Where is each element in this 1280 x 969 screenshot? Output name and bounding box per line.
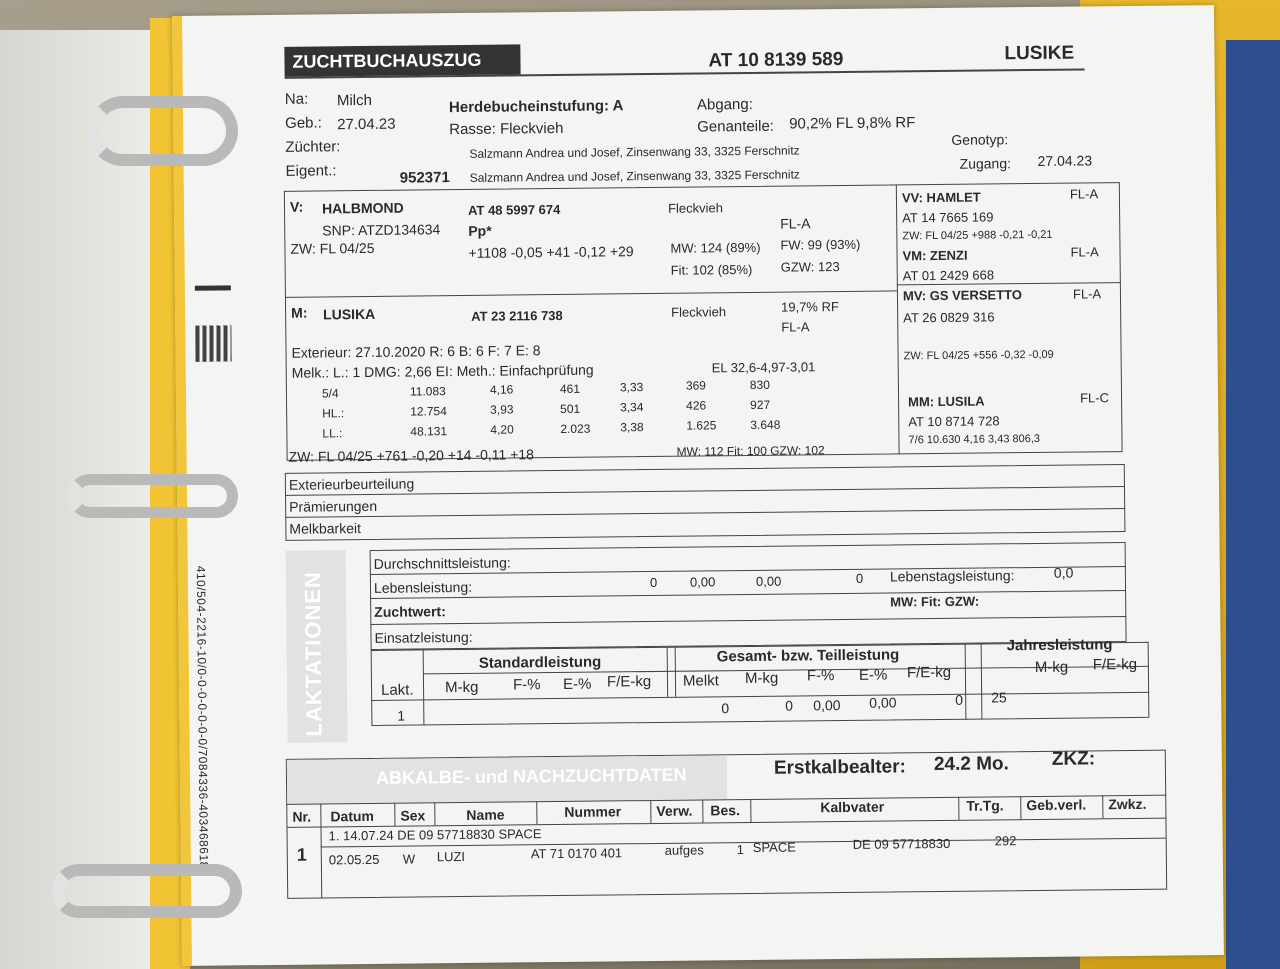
dam-row-0-a: 11.083 — [409, 384, 446, 399]
laktationen-side-label: LAKTATIONEN — [299, 571, 327, 737]
lact-row-lakt: 1 — [397, 707, 406, 724]
sire-gzw: GZW: 123 — [780, 259, 840, 275]
genanteile-label: Genanteile: — [697, 117, 775, 136]
dam-rf: 19,7% RF — [781, 299, 839, 315]
abk-row-sex: W — [402, 851, 416, 867]
abk-row-line1: 1. 14.07.24 DE 09 57718830 SPACE — [328, 826, 542, 844]
abk-col-bes: Bes. — [710, 802, 741, 819]
dam-code: FL-A — [781, 319, 810, 335]
dam-melk: Melk.: L.: 1 DMG: 2,66 EI: Meth.: Einfachprüfung — [291, 361, 594, 381]
lebens-value-2: 0,00 — [689, 574, 716, 590]
dam-breed: Fleckvieh — [671, 304, 727, 320]
zkz-label: ZKZ: — [1051, 748, 1096, 770]
dam-number: AT 23 2116 738 — [471, 307, 563, 324]
zugang-value: 27.04.23 — [1037, 152, 1093, 169]
lebenstag-value: 0,0 — [1053, 564, 1074, 581]
col-std-mkg: M-kg — [444, 678, 479, 697]
abk-col-verw: Verw. — [656, 802, 693, 819]
na-label: Na: — [284, 90, 309, 108]
genanteile-value: 90,2% FL 9,8% RF — [789, 114, 916, 133]
sire-label: V: — [289, 198, 304, 215]
group-gesamt: Gesamt- bzw. Teilleistung — [716, 646, 900, 666]
abk-col-nr: Nr. — [292, 808, 312, 825]
abk-row-nr: 1 — [296, 844, 307, 865]
sire-number: AT 48 5997 674 — [467, 201, 561, 218]
lebens-value-4: 0 — [855, 570, 864, 586]
abk-row-kalbvater: DE 09 57718830 — [852, 835, 951, 852]
vv-number: AT 14 7665 169 — [902, 209, 994, 226]
barcode-dash — [195, 285, 231, 290]
dam-mw: MW: 112 Fit: 100 GZW: 102 — [676, 443, 825, 459]
abk-vline-2 — [394, 803, 395, 826]
dam-row-0-b: 4,16 — [489, 382, 514, 398]
document-sheet — [172, 5, 1224, 966]
abk-col-gebverl: Geb.verl. — [1026, 796, 1087, 814]
vv-code: FL-A — [1069, 186, 1099, 202]
abk-col-zwkz: Zwkz. — [1108, 795, 1147, 813]
dam-row-1-e: 426 — [686, 398, 707, 413]
col-ges-fekg: F/E-kg — [906, 663, 952, 682]
section-praemierungen: Prämierungen — [289, 497, 378, 515]
mm-label: MM: LUSILA — [908, 393, 985, 410]
doc-title-text: ZUCHTBUCHAUSZUG — [292, 49, 482, 72]
col-ges-fp: F-% — [806, 667, 835, 685]
sire-values: +1108 -0,05 +41 -0,12 +29 — [468, 243, 634, 261]
erstkalb-label: Erstkalbealter: — [773, 756, 907, 779]
abk-col-datum: Datum — [330, 807, 375, 825]
section-melkbarkeit: Melkbarkeit — [289, 520, 362, 537]
abk-col-nummer: Nummer — [564, 803, 622, 820]
vv-zw: ZW: FL 04/25 +988 -0,21 -0,21 — [902, 228, 1053, 243]
einsatz-label: Einsatzleistung: — [374, 628, 473, 646]
abk-row-datum: 02.05.25 — [328, 851, 380, 868]
dam-row-0-label: 5/4 — [321, 386, 339, 401]
durchschnitt-label: Durchschnittsleistung: — [373, 554, 511, 572]
dam-row-1-c: 501 — [560, 401, 581, 416]
col-lakt: Lakt. — [380, 681, 414, 699]
col-std-ep: E-% — [562, 675, 592, 693]
lact-row-days: 25 — [991, 689, 1007, 706]
herdbook-label: Herdebucheinstufung: A — [448, 97, 624, 117]
col-jah-fekg: F/E-kg — [1092, 655, 1138, 674]
mv-number: AT 26 0829 316 — [903, 309, 995, 326]
section-exterieur: Exterieurbeurteilung — [288, 475, 415, 493]
eigent-number: 952371 — [399, 169, 450, 187]
group-jahres: Jahresleistung — [1006, 636, 1113, 655]
sire-fw: FW: 99 (93%) — [780, 236, 861, 253]
geb-value: 27.04.23 — [337, 115, 396, 134]
doc-title — [284, 44, 520, 76]
mv-code: FL-A — [1072, 286, 1102, 302]
vm-number: AT 01 2429 668 — [902, 267, 995, 284]
zuchtwert-label: Zuchtwert: — [374, 603, 446, 620]
dam-row-0-e: 369 — [685, 378, 707, 393]
col-ges-ep: E-% — [858, 666, 888, 684]
lact-row-melkt: 0 — [721, 700, 730, 717]
abk-col-kalbvater: Kalbvater — [820, 798, 885, 816]
spine-code: 410/504-2216-10/0-0-0-0-0-0-0/7084336-403468618 — [193, 565, 211, 869]
lebens-value-3: 0,00 — [755, 573, 782, 589]
zugang-label: Zugang: — [959, 155, 1012, 172]
zuechter-value: Salzmann Andrea und Josef, Zinsenwang 33, 3325 Ferschnitz — [469, 143, 800, 161]
abk-row-name: LUZI — [436, 848, 466, 865]
sire-mw: MW: 124 (89%) — [670, 239, 761, 256]
sire-snp: SNP: ATZD134634 — [322, 221, 441, 239]
qr-code-icon — [195, 325, 231, 361]
abk-row-nummer: AT 71 0170 401 — [530, 845, 623, 862]
lebenstag-label: Lebenstagsleistung: — [889, 567, 1015, 585]
erstkalb-value: 24.2 Mo. — [933, 753, 1009, 776]
dam-row-2-label: LL.: — [322, 426, 343, 441]
lact-row-ep: 0,00 — [869, 694, 897, 711]
dam-row-2-b: 4,20 — [490, 422, 514, 438]
mm-row: 7/6 10.630 4,16 3,43 806,3 — [908, 432, 1041, 447]
abk-vline-5 — [650, 800, 651, 823]
abk-row-bes-name: SPACE — [752, 839, 796, 855]
abk-vline-8 — [958, 797, 959, 820]
geb-label: Geb.: — [285, 114, 322, 132]
lebens-label: Lebensleistung: — [373, 578, 473, 596]
abk-row-bes: 1 — [736, 842, 745, 858]
dam-row-2-d: 3,38 — [620, 420, 644, 435]
dam-label: M: — [291, 304, 308, 321]
col-std-fp: F-% — [512, 676, 541, 694]
dam-el: EL 32,6-4,97-3,01 — [711, 359, 816, 376]
col-melkt: Melkt — [682, 672, 719, 690]
sire-breed: Fleckvieh — [667, 200, 724, 216]
dam-exterieur: Exterieur: 27.10.2020 R: 6 B: 6 F: 7 E: 8 — [291, 342, 541, 361]
mv-label: MV: GS VERSETTO — [902, 287, 1022, 304]
sire-pp: Pp* — [468, 222, 492, 239]
lact-row-fp: 0,00 — [813, 697, 841, 714]
abk-col-sex: Sex — [400, 807, 426, 824]
sire-fit: Fit: 102 (85%) — [670, 261, 753, 278]
dam-row-0-f: 830 — [749, 377, 770, 392]
zuechter-label: Züchter: — [285, 138, 341, 156]
binder-ring-top — [88, 96, 238, 166]
eigent-value: Salzmann Andrea und Josef, Zinsenwang 33, 3325 Ferschnitz — [469, 167, 800, 185]
group-standard: Standardleistung — [478, 653, 602, 672]
dam-row-1-b: 3,93 — [490, 402, 514, 418]
dam-row-0-d: 3,33 — [619, 380, 644, 395]
abkalbe-title: ABKALBE- und NACHZUCHTDATEN — [375, 764, 687, 788]
sire-code: FL-A — [780, 215, 811, 232]
binder-ring-middle — [68, 474, 238, 518]
vm-code: FL-A — [1070, 244, 1099, 260]
lebens-value-1: 0 — [649, 574, 658, 591]
abk-col-name: Name — [466, 806, 505, 823]
eigent-label: Eigent.: — [285, 162, 337, 180]
abgang-label: Abgang: — [696, 95, 753, 114]
mw-fit-gzw-label: MW: Fit: GZW: — [890, 593, 980, 610]
mv-zw: ZW: FL 04/25 +556 -0,32 -0,09 — [903, 348, 1054, 363]
vm-label: VM: ZENZI — [902, 247, 968, 264]
abk-row-trtg: 292 — [994, 833, 1017, 849]
dam-zw: ZW: FL 04/25 +761 -0,20 +14 -0,11 +18 — [288, 446, 534, 465]
abk-row-verw: aufges — [664, 842, 704, 858]
dam-row-2-c: 2.023 — [560, 421, 591, 436]
na-value: Milch — [336, 91, 372, 110]
animal-name: LUSIKE — [1004, 42, 1075, 65]
dam-row-1-d: 3,34 — [620, 400, 644, 415]
dam-row-2-f: 3.648 — [750, 417, 781, 432]
dam-row-1-a: 12.754 — [410, 404, 447, 419]
dam-row-0-c: 461 — [559, 381, 581, 396]
sire-zw: ZW: FL 04/25 — [290, 239, 375, 257]
col-ges-mkg: M-kg — [744, 669, 779, 688]
mm-number: AT 10 8714 728 — [908, 413, 1000, 430]
dam-row-2-e: 1.625 — [686, 418, 717, 433]
mm-code: FL-C — [1079, 390, 1110, 406]
col-std-fekg: F/E-kg — [606, 673, 652, 691]
abk-col-trtg: Tr.Tg. — [966, 797, 1004, 814]
dam-row-1-label: HL.: — [322, 406, 345, 421]
blue-binder-edge — [1226, 40, 1280, 969]
vv-label: VV: HAMLET — [901, 189, 981, 206]
genotyp-label: Genotyp: — [951, 131, 1009, 148]
dam-name: LUSIKA — [323, 305, 376, 323]
col-jah-mkg: M-kg — [1034, 658, 1069, 676]
binder-ring-bottom — [52, 864, 242, 918]
sire-name: HALBMOND — [321, 199, 404, 217]
lact-row-mkg: 0 — [785, 697, 794, 714]
dam-row-2-a: 48.131 — [410, 424, 448, 439]
rasse-label: Rasse: Fleckvieh — [449, 119, 564, 139]
dam-row-1-f: 927 — [750, 397, 771, 412]
reg-number: AT 10 8139 589 — [708, 48, 844, 72]
lact-row-fekg: 0 — [955, 691, 964, 708]
